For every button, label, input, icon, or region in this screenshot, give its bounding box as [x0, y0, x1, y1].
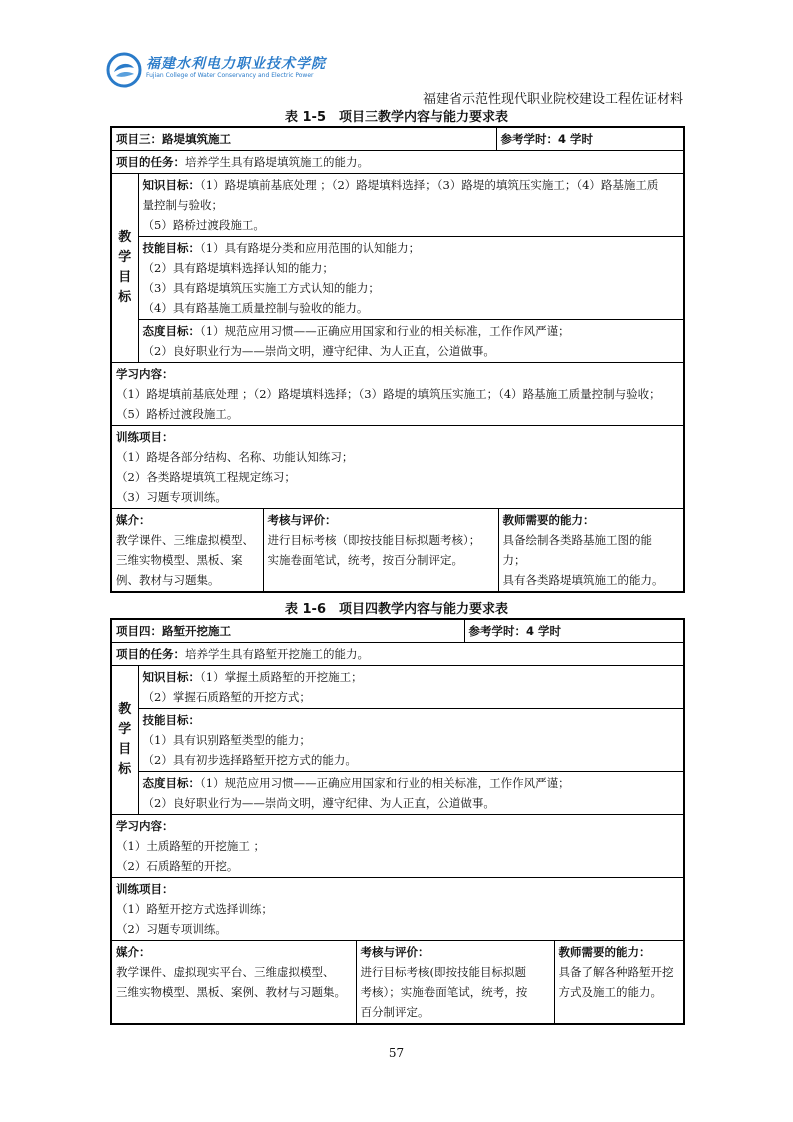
table2-title-row	[111, 619, 684, 643]
table1-training-items: 训练项目： （1）路堤各部分结构、名称、功能认知练习； （2）各类路堤填筑工程规定练习； （3）习题专项训练。	[111, 426, 684, 509]
table1-media: 媒介： 教学课件、三维虚拟模型、 三维实物模型、黑板、案 例、教材与习题集。	[111, 509, 263, 593]
table1-skill-row	[111, 237, 684, 320]
table2-task-row	[111, 643, 684, 666]
page-number: 57	[388, 1046, 405, 1060]
table1-side-label: 教 学 目 标	[111, 174, 138, 363]
college-logo	[106, 50, 326, 92]
table1-knowledge-row	[111, 174, 684, 237]
table2-content-row	[111, 815, 684, 878]
table2-knowledge-goals: 知识目标：（1）掌握土质路堑的开挖施工； （2）掌握石质路堑的开挖方式；	[138, 666, 684, 709]
table1-teacher-abilities: 教师需要的能力： 具备绘制各类路基施工图的能 力； 具有各类路堤填筑施工的能力。	[498, 509, 684, 593]
table1-skill-goals: 技能目标：（1）具有路堤分类和应用范围的认知能力； （2）具有路堤填料选择认知的能力； （3）具有路堤填筑压实施工方式认知的能力； （4）具有路基施工质量控制与验收的能力。	[138, 237, 684, 320]
table2-training-row	[111, 878, 684, 941]
table2-knowledge-row	[111, 666, 684, 709]
logo-chinese-name: 福建水利电力职业技术学院	[146, 56, 326, 72]
table1-hours: 参考学时：4 学时	[496, 127, 684, 151]
college-emblem-icon	[106, 52, 142, 88]
table2-teacher-abilities: 教师需要的能力： 具备了解各种路堑开挖 方式及施工的能力。	[554, 941, 684, 1025]
table1-title-row	[111, 127, 684, 151]
table1-bottom-row	[111, 509, 684, 593]
table2-training-items: 训练项目： （1）路堑开挖方式选择训练； （2）习题专项训练。	[111, 878, 684, 941]
table2-bottom-row	[111, 941, 684, 1025]
table2-hours: 参考学时：4 学时	[464, 619, 684, 643]
table2-media: 媒介： 教学课件、虚拟现实平台、三维虚拟模型、 三维实物模型、黑板、案例、教材与习题集。	[111, 941, 356, 1025]
table1-caption: 表 1-5 项目三教学内容与能力要求表	[284, 110, 508, 125]
table1-task-row	[111, 151, 684, 174]
table2-skill-row	[111, 709, 684, 772]
table2-skill-goals: 技能目标： （1）具有识别路堑类型的能力； （2）具有初步选择路堑开挖方式的能力。	[138, 709, 684, 772]
table2-learning-content: 学习内容： （1）土质路堑的开挖施工 ； （2）石质路堑的开挖。	[111, 815, 684, 878]
table1-knowledge-goals: 知识目标：（1）路堤填前基底处理 ；（2）路堤填料选择；（3）路堤的填筑压实施工；（4）路基施工质 量控制与验收； （5）路桥过渡段施工。	[138, 174, 684, 237]
document-header-title: 福建省示范性现代职业院校建设工程佐证材料	[422, 92, 683, 107]
table2-caption: 表 1-6 项目四教学内容与能力要求表	[284, 602, 508, 617]
table2-project-name: 项目四：路堑开挖施工	[111, 619, 464, 643]
table1-learning-content: 学习内容： （1）路堤填前基底处理 ；（2）路堤填料选择；（3）路堤的填筑压实施工；（4）路基施工质量控制与验收； （5）路桥过渡段施工。	[111, 363, 684, 426]
table1-task: 项目的任务：培养学生具有路堤填筑施工的能力。	[111, 151, 684, 174]
table1-project-name: 项目三：路堤填筑施工	[111, 127, 496, 151]
table2-task: 项目的任务：培养学生具有路堑开挖施工的能力。	[111, 643, 684, 666]
table1-assessment: 考核与评价： 进行目标考核（即按技能目标拟题考核）； 实施卷面笔试，统考，按百分制评定。	[263, 509, 498, 593]
table1-training-row	[111, 426, 684, 509]
table1-attitude-row	[111, 320, 684, 363]
table2-assessment: 考核与评价： 进行目标考核(即按技能目标拟题 考核）；实施卷面笔试，统考，按 百分制评定。	[356, 941, 554, 1025]
table2-attitude-row	[111, 772, 684, 815]
table1	[110, 126, 685, 593]
logo-english-name: Fujian College of Water Conservancy and Electric Power	[146, 72, 314, 79]
table2-side-label: 教 学 目 标	[111, 666, 138, 815]
table2	[110, 618, 685, 1025]
table1-content-row	[111, 363, 684, 426]
table2-attitude-goals: 态度目标：（1）规范应用习惯——正确应用国家和行业的相关标准，工作作风严谨； （2）良好职业行为——崇尚文明，遵守纪律、为人正直，公道做事。	[138, 772, 684, 815]
table1-attitude-goals: 态度目标：（1）规范应用习惯——正确应用国家和行业的相关标准，工作作风严谨； （2）良好职业行为——崇尚文明，遵守纪律、为人正直，公道做事。	[138, 320, 684, 363]
